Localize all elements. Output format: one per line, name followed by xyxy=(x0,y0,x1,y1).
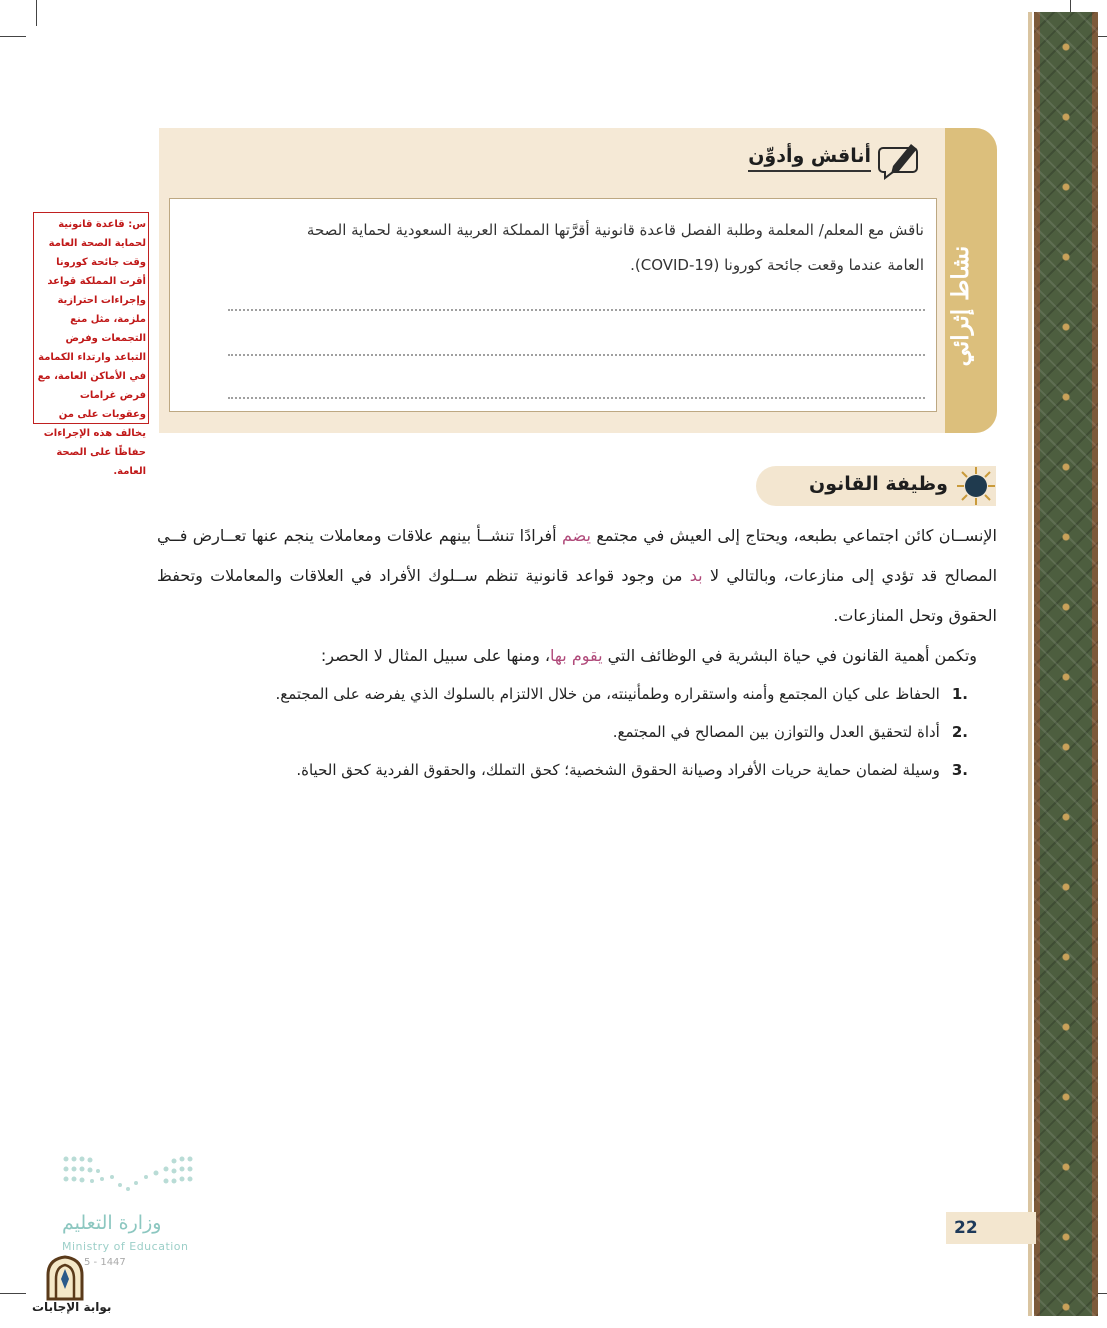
crop-mark xyxy=(0,1293,26,1294)
highlighted-word: يقوم بها xyxy=(550,646,603,665)
list-number: .3 xyxy=(951,761,968,779)
highlighted-word: يضم xyxy=(562,526,591,545)
functions-intro xyxy=(257,642,977,670)
activity-tab xyxy=(945,128,997,433)
list-text: الحفاظ على كيان المجتمع وأمنه واستقراره وطمأنينته، من خلال الالتزام بالسلوك الذي يفرضه على المجتمع. xyxy=(275,685,940,703)
paragraph-text: أفرادًا تنشــأ بينهم علاقات ومعاملات ينجم عنها تعــارض فــي المصالح قد تؤدي إلى منازعات، وبالتالي لا xyxy=(157,526,998,585)
functions-list xyxy=(208,680,968,794)
intro-text: ، ومنها على سبيل المثال لا الحصر: xyxy=(320,646,551,665)
activity-prompt xyxy=(184,213,924,283)
section-title: وظيفة القانون xyxy=(809,473,948,495)
sun-emblem-icon xyxy=(956,466,996,506)
ministry-name-arabic: وزارة التعليم xyxy=(62,1212,162,1234)
list-item xyxy=(208,756,968,794)
answer-line[interactable] xyxy=(228,397,925,399)
activity-header xyxy=(748,138,923,178)
activity-title: أناقش وأدوِّن xyxy=(748,145,871,172)
ministry-logo-icon xyxy=(62,1155,196,1195)
answer-note: س: قاعدة قانونية لحماية الصحة العامة وقت جائحة كورونا أقرت المملكة قواعد وإجراءات احترازية ملزمة، مثل منع التجمعات وفرض التباعد وارتداء الكمامة في الأماكن العامة، مع فرض غرامات وعقوبات على من يخالف هذه الإجراءات حفاظًا على الصحة العامة. xyxy=(33,212,149,424)
activity-tab-label: نشاط إثرائي xyxy=(947,245,975,367)
answer-line[interactable] xyxy=(228,354,925,356)
answers-portal-label: بوابة الإجابات xyxy=(32,1300,112,1314)
page-number: 22 xyxy=(946,1212,1036,1244)
activity-box xyxy=(169,198,937,412)
paragraph-text: الإنســان كائن اجتماعي بطبعه، ويحتاج إلى العيش في مجتمع xyxy=(590,526,998,545)
highlighted-word: بد xyxy=(689,566,703,585)
list-number: .2 xyxy=(951,723,968,741)
section-header xyxy=(756,466,996,506)
ministry-name-english: Ministry of Education xyxy=(62,1240,189,1253)
pen-note-icon xyxy=(879,138,923,178)
border-line xyxy=(1028,12,1032,1316)
list-number: .1 xyxy=(951,685,968,703)
intro-text: وتكمن أهمية القانون في حياة البشرية في الوظائف التي xyxy=(602,646,977,665)
main-paragraph xyxy=(157,516,997,636)
crop-mark xyxy=(36,0,37,26)
list-text: وسيلة لضمان حماية حريات الأفراد وصيانة الحقوق الشخصية؛ كحق التملك، والحقوق الفردية كحق الحياة. xyxy=(296,761,940,779)
enrichment-activity xyxy=(159,128,997,433)
answer-line[interactable] xyxy=(228,309,925,311)
activity-prompt-line: ناقش مع المعلم/ المعلمة وطلبة الفصل قاعدة قانونية أقرَّتها المملكة العربية السعودية لحماية الصحة xyxy=(306,221,924,239)
edition-year: 5 - 1447 xyxy=(84,1257,126,1268)
list-item xyxy=(208,718,968,756)
paragraph-text: من وجود قواعد قانونية تنظم ســلوك الأفراد في العلاقات والمعاملات وتحفظ الحقوق وتحل المنازعات. xyxy=(157,566,997,625)
decorative-border xyxy=(1034,12,1098,1316)
list-item xyxy=(208,680,968,718)
list-text: أداة لتحقيق العدل والتوازن بين المصالح في المجتمع. xyxy=(612,723,940,741)
crop-mark xyxy=(0,36,26,37)
answers-portal-logo-icon xyxy=(44,1255,86,1301)
activity-prompt-line: العامة عندما وقعت جائحة كورونا (COVID-19). xyxy=(630,256,924,274)
